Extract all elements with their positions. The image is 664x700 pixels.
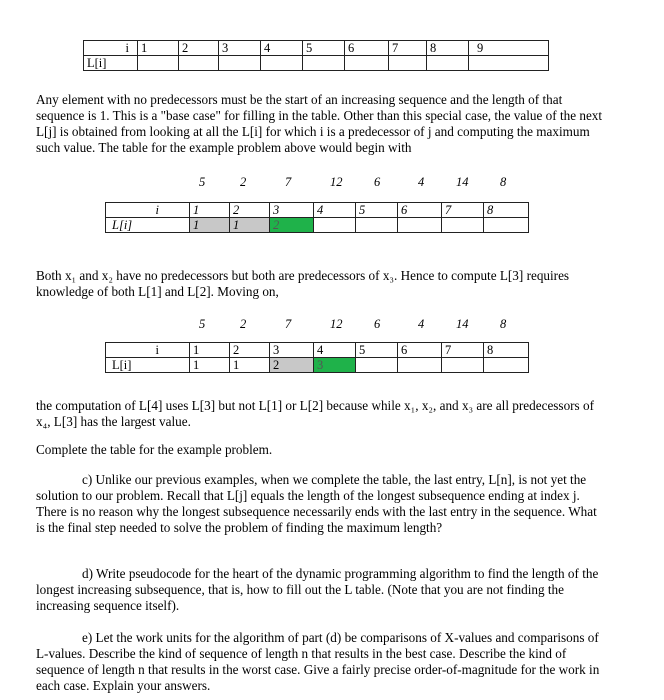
table-1-value-row	[84, 56, 549, 71]
table-cell: 1	[230, 358, 270, 373]
sequence-value: 14	[456, 317, 469, 331]
table-cell: i	[106, 343, 190, 358]
table-cell: i	[106, 203, 190, 218]
sequence-value: 2	[240, 175, 247, 189]
table-cell: L[i]	[84, 56, 138, 71]
table-cell: 8	[484, 343, 529, 358]
table-cell: 4	[314, 203, 356, 218]
table-cell	[219, 56, 261, 71]
sequence-value: 8	[500, 175, 507, 189]
sequence-value: 4	[418, 175, 425, 189]
table-cell: 1	[190, 343, 230, 358]
table-cell: 6	[398, 343, 442, 358]
sequence-value: 6	[374, 175, 381, 189]
table-cell: 7	[389, 41, 427, 56]
table-cell	[442, 218, 484, 233]
table-cell: 2	[230, 203, 270, 218]
paragraph-predecessors: Both x₁ and x₂ have no predecessors but both are predecessors of x₃. Hence to compute L[3] requires knowledge of both L[1] and L[2]. Moving on,	[36, 268, 570, 299]
table-cell: 2	[230, 343, 270, 358]
sequence-row-2	[0, 316, 664, 332]
table-cell: 3	[219, 41, 261, 56]
table-cell: 8	[427, 41, 469, 56]
table-cell: 5	[356, 343, 398, 358]
table-cell: 6	[345, 41, 389, 56]
sequence-value: 5	[199, 175, 206, 189]
sequence-value: 7	[285, 317, 292, 331]
table-2-header-row	[106, 203, 529, 218]
table-cell	[356, 218, 398, 233]
table-cell: 1	[190, 203, 230, 218]
table-cell: 9	[469, 41, 549, 56]
table-cell: 7	[442, 203, 484, 218]
table-1-header-row	[84, 41, 549, 56]
table-cell: 2	[179, 41, 219, 56]
sequence-value: 12	[330, 317, 343, 331]
table-cell	[345, 56, 389, 71]
table-cell	[484, 358, 529, 373]
table-cell: 3	[270, 343, 314, 358]
table-cell: 2	[270, 358, 314, 373]
table-cell	[179, 56, 219, 71]
table-cell	[356, 358, 398, 373]
table-cell: 4	[261, 41, 303, 56]
sequence-value: 8	[500, 317, 507, 331]
sequence-value: 14	[456, 175, 469, 189]
sequence-value: 7	[285, 175, 292, 189]
table-1	[83, 40, 549, 71]
table-cell: 5	[356, 203, 398, 218]
table-cell-highlighted: 3	[314, 358, 356, 373]
table-cell: 3	[270, 203, 314, 218]
table-2-value-row	[106, 218, 529, 233]
table-cell: 6	[398, 203, 442, 218]
paragraph-computation: the computation of L[4] uses L[3] but not L[1] or L[2] because while x₁, x₂, and x₃ are all predecessors of x₄, L[3] has the largest value.	[36, 398, 594, 429]
table-cell: 1	[230, 218, 270, 233]
sequence-value: 2	[240, 317, 247, 331]
table-cell	[303, 56, 345, 71]
table-cell: 1	[190, 218, 230, 233]
table-cell: L[i]	[106, 218, 190, 233]
question-c: c) Unlike our previous examples, when we complete the table, the last entry, L[n], is not yet the solution to our problem. Recall that L[j] equals the length of the longest subsequence ending at index j. There is no reason why the longest subsequence necessarily ends with the last entry in the sequence. What is the final step needed to solve the problem of finding the maximum length?	[36, 472, 597, 535]
table-cell-highlighted: 2	[270, 218, 314, 233]
table-3-header-row	[106, 343, 529, 358]
question-e: e) Let the work units for the algorithm of part (d) be comparisons of X-values and comparisons of L-values. Describe the kind of sequence of length n that results in the best case. Describe the kind of sequence of length n that results in the worst case. Give a fairly precise order-of-magnitude for the work in each case. Explain your answers.	[36, 630, 600, 693]
sequence-value: 6	[374, 317, 381, 331]
table-cell: 1	[190, 358, 230, 373]
table-3-value-row	[106, 358, 529, 373]
table-cell: 8	[484, 203, 529, 218]
table-cell: 5	[303, 41, 345, 56]
paragraph-base-case: Any element with no predecessors must be the start of an increasing sequence and the length of that sequence is 1. This is a "base case" for filling in the table. Other than this special case, the value of the next L[j] is obtained from looking at all the L[i] for which i is a predecessor of j and computing the maximum such value. The table for the example problem above would begin with	[36, 92, 603, 155]
table-cell: 7	[442, 343, 484, 358]
table-3	[105, 342, 529, 373]
table-cell	[442, 358, 484, 373]
sequence-value: 5	[199, 317, 206, 331]
table-2	[105, 202, 529, 233]
table-cell	[484, 218, 529, 233]
table-cell	[389, 56, 427, 71]
table-cell: i	[84, 41, 138, 56]
question-d: d) Write pseudocode for the heart of the dynamic programming algorithm to find the length of the longest increasing subsequence, that is, how to fill out the L table. (Note that you are not finding the increasing sequence itself).	[36, 566, 599, 613]
table-cell	[398, 218, 442, 233]
table-cell	[314, 218, 356, 233]
table-cell: 1	[138, 41, 179, 56]
sequence-value: 12	[330, 175, 343, 189]
table-cell	[469, 56, 549, 71]
table-cell	[138, 56, 179, 71]
table-cell	[261, 56, 303, 71]
table-cell	[427, 56, 469, 71]
paragraph-instruction: Complete the table for the example problem.	[36, 442, 273, 457]
sequence-row-1	[0, 174, 664, 190]
sequence-value: 4	[418, 317, 425, 331]
table-cell	[398, 358, 442, 373]
table-cell: L[i]	[106, 358, 190, 373]
table-cell: 4	[314, 343, 356, 358]
